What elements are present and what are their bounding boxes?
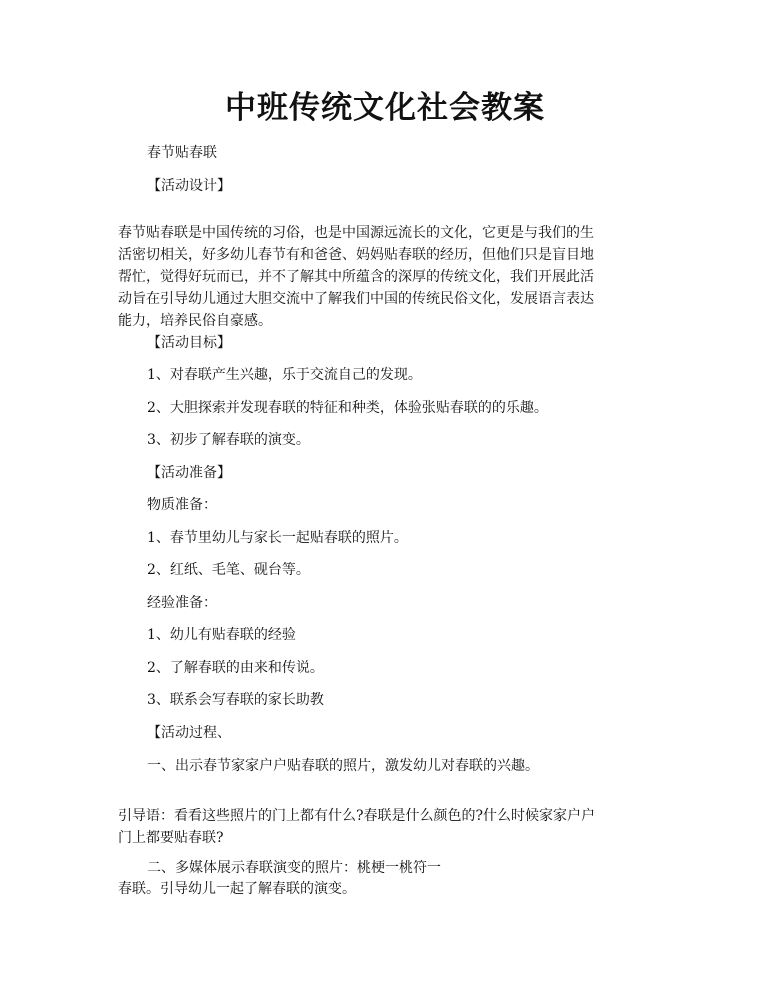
goal-item: 1、对春联产生兴趣，乐于交流自己的发现。 (147, 367, 422, 383)
process-step-continuation: 春联。引导幼儿一起了解春联的演变。 (118, 881, 356, 897)
experience-prep-label: 经验准备： (147, 595, 217, 611)
paragraph-line: 能力，培养民俗自豪感。 (118, 313, 272, 329)
section-heading-design: 【活动设计】 (147, 178, 231, 194)
process-step: 二、多媒体展示春联演变的照片：桃梗一桃符一 (147, 860, 441, 876)
process-step: 一、出示春节家家户户贴春联的照片，激发幼儿对春联的兴趣。 (147, 758, 539, 774)
section-heading-goals: 【活动目标】 (147, 335, 231, 351)
material-prep-label: 物质准备： (147, 497, 217, 513)
paragraph-line: 动旨在引导幼儿通过大胆交流中了解我们中国的传统民俗文化，发展语言表达 (118, 291, 594, 307)
document-title: 中班传统文化社会教案 (225, 90, 545, 126)
goal-item: 3、初步了解春联的演变。 (147, 432, 310, 448)
paragraph-line: 春节贴春联是中国传统的习俗，也是中国源远流长的文化，它更是与我们的生 (118, 225, 594, 241)
experience-prep-item: 2、了解春联的由来和传说。 (147, 660, 324, 676)
section-heading-process: 【活动过程、 (147, 725, 231, 741)
goal-item: 2、大胆探索并发现春联的特征和种类，体验张贴春联的的乐趣。 (147, 400, 548, 416)
experience-prep-item: 3、联系会写春联的家长助教 (147, 692, 324, 708)
paragraph-line: 引导语：看看这些照片的门上都有什么?春联是什么颜色的?什么时候家家户户 (118, 808, 596, 824)
paragraph-line: 帮忙，觉得好玩而已，并不了解其中所蕴含的深厚的传统文化，我们开展此活 (118, 269, 594, 285)
lesson-subtitle: 春节贴春联 (147, 145, 217, 161)
paragraph-line: 门上都要贴春联? (118, 830, 224, 846)
design-paragraph (118, 222, 658, 332)
section-heading-prep: 【活动准备】 (147, 465, 231, 481)
guide-paragraph (118, 805, 658, 849)
material-prep-item: 2、红纸、毛笔、砚台等。 (147, 562, 310, 578)
material-prep-item: 1、春节里幼儿与家长一起贴春联的照片。 (147, 530, 408, 546)
paragraph-line: 活密切相关，好多幼儿春节有和爸爸、妈妈贴春联的经历，但他们只是盲目地 (118, 247, 594, 263)
experience-prep-item: 1、幼儿有贴春联的经验 (147, 627, 296, 643)
